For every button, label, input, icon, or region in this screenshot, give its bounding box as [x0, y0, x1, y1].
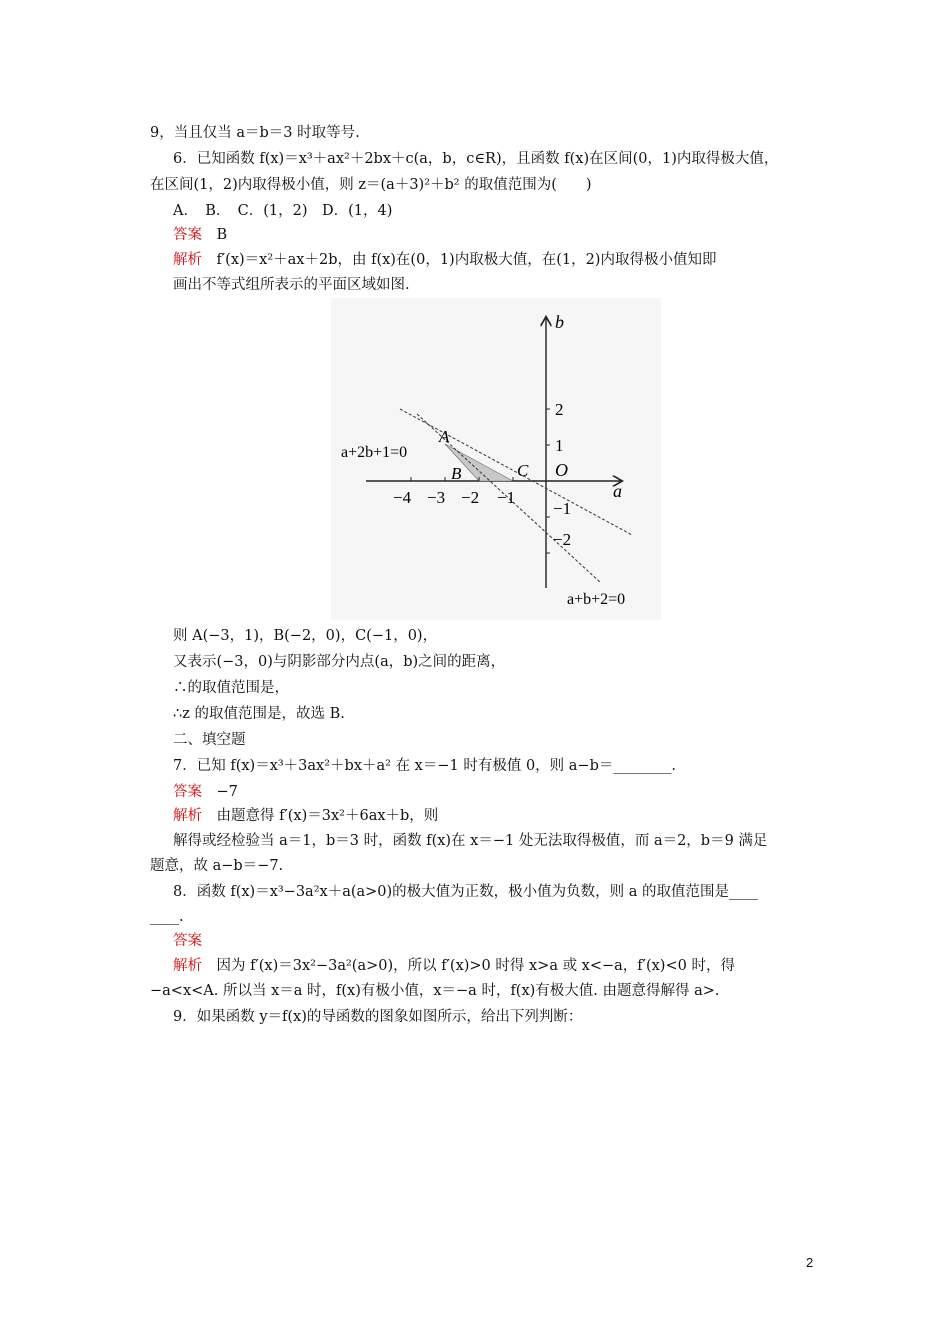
- analysis-label: 解析: [173, 958, 202, 974]
- q7-answer: [173, 782, 238, 802]
- point-label-a: A: [439, 427, 450, 446]
- point-label-c: C: [517, 461, 529, 480]
- question-6-line-1: 6．已知函数 f(x)＝x³＋ax²＋2bx＋c(a，b，c∈R)，且函数 f(x)在区间(0，1)内取得极大值，: [173, 151, 779, 167]
- analysis-label: 解析: [173, 252, 202, 268]
- line1-equation-label: a+2b+1=0: [341, 444, 408, 461]
- text-line-1: 9，当且仅当 a＝b＝3 时取等号.: [150, 125, 360, 141]
- page-number: 2: [806, 1255, 814, 1270]
- question-9: 9．如果函数 y＝f(x)的导函数的图象如图所示，给出下列判断：: [173, 1009, 583, 1025]
- q7-analysis-line-3: 题意，故 a−b＝−7.: [150, 858, 284, 874]
- range-line-2: ∴z 的取值范围是，故选 B.: [173, 706, 345, 722]
- feasible-region-figure: [331, 298, 661, 620]
- analysis-label: 解析: [173, 808, 202, 824]
- question-8-line-1: 8．函数 f(x)＝x³−3a²x＋a(a>0)的极大值为正数，极小值为负数，则 a 的取值范围是____: [173, 884, 759, 900]
- x-tick-label: −2: [461, 488, 480, 507]
- figure-svg: [331, 298, 661, 620]
- analysis-text: f′(x)＝x²＋ax＋2b，由 f(x)在(0，1)内取极大值，在(1，2)内取得极小值知即: [202, 252, 717, 268]
- y-tick-label: −2: [553, 530, 572, 549]
- question-6-line-2: 在区间(1，2)内取得极小值，则 z＝(a＋3)²＋b² 的取值范围为( ): [150, 177, 592, 193]
- q6-answer: [173, 225, 227, 245]
- y-tick-label: −1: [553, 499, 572, 518]
- line-a-plus-2b-plus-1: [400, 409, 632, 535]
- analysis-text: 由题意得 f′(x)＝3x²＋6ax＋b，则: [202, 808, 439, 824]
- range-line-1: ∴的取值范围是，: [173, 680, 289, 696]
- answer-value: B: [202, 227, 228, 243]
- q6-analysis-line-2: 画出不等式组所表示的平面区域如图.: [173, 277, 410, 293]
- answer-value: −7: [202, 784, 238, 800]
- point-label-b: B: [451, 464, 462, 483]
- answer-label: 答案: [173, 933, 202, 949]
- axis-label-b: b: [555, 312, 564, 332]
- points-line: 则 A(−3，1)，B(−2，0)，C(−1，0)，: [173, 628, 438, 644]
- x-tick-label: −1: [497, 488, 516, 507]
- q8-analysis: [173, 956, 735, 976]
- q6-analysis: [173, 250, 716, 270]
- question-8-line-2: ____.: [150, 909, 184, 925]
- analysis-text: 因为 f′(x)＝3x²−3a²(a>0)，所以 f′(x)>0 时得 x>a 或 x<−a，f′(x)<0 时，得: [202, 958, 735, 974]
- question-7: 7．已知 f(x)＝x³＋3ax²＋bx＋a² 在 x＝−1 时有极值 0，则 a−b＝________.: [173, 758, 676, 774]
- answer-label: 答案: [173, 227, 202, 243]
- y-tick-label: 1: [555, 436, 564, 455]
- answer-label: 答案: [173, 784, 202, 800]
- question-6-options: A． B． C．(1，2) D．(1，4): [173, 203, 393, 219]
- origin-label: O: [555, 460, 568, 480]
- q8-analysis-line-2: −a<x<A. 所以当 x＝a 时，f(x)有极小值，x＝−a 时，f(x)有极大值. 由题意得解得 a>.: [150, 983, 720, 999]
- q7-analysis: [173, 806, 438, 826]
- line2-equation-label: a+b+2=0: [567, 591, 626, 608]
- q7-analysis-line-2: 解得或经检验当 a＝1，b＝3 时，函数 f(x)在 x＝−1 处无法取得极值，而 a＝2，b＝9 满足: [173, 833, 768, 849]
- distance-line: 又表示(−3，0)与阴影部分内点(a，b)之间的距离，: [173, 654, 506, 670]
- y-tick-label: 2: [555, 400, 564, 419]
- q8-answer: [173, 931, 202, 951]
- section-heading: 二、填空题: [173, 732, 246, 748]
- x-tick-label: −3: [427, 488, 446, 507]
- x-tick-label: −4: [393, 488, 412, 507]
- axis-label-a: a: [613, 481, 622, 501]
